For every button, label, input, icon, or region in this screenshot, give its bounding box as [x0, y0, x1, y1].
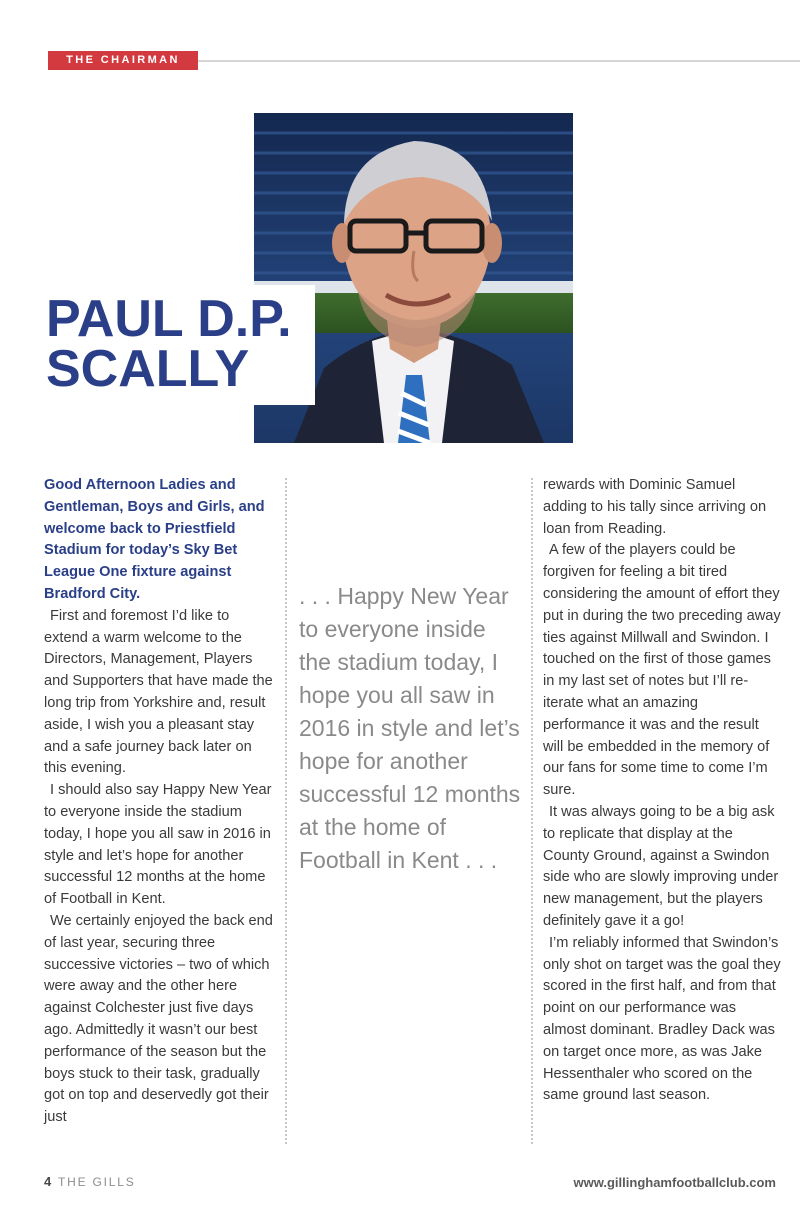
article-paragraph: It was always going to be a big ask to replicate that display at the County Ground, against a Swindon side who are slowly improving under new management, but the players definitely gave it a go!	[543, 803, 779, 929]
article-column-right	[543, 475, 783, 1107]
pull-quote: . . . Happy New Year to everyone inside the stadium today, I hope you all saw in 2016 in style and let’s hope for another successful 12 months at the home of Football in Kent . . .	[299, 583, 521, 873]
article-paragraph-continued: rewards with Dominic Samuel adding to his tally since arriving on loan from Reading.	[543, 477, 767, 537]
article-paragraph: I should also say Happy New Year to everyone inside the stadium today, I hope you all saw in 2016 in style and let’s hope for another successful 12 months at the home of Football in Kent.	[44, 782, 272, 908]
website-url: www.gillinghamfootballclub.com	[573, 1175, 776, 1190]
column-divider	[531, 478, 533, 1144]
article-paragraph: First and foremost I’d like to extend a warm welcome to the Directors, Management, Players and Supporters that have made the long trip from Yorkshire and, result aside, I wish you a pleasant stay and a safe journey back later on this evening.	[44, 607, 273, 777]
column-divider	[285, 478, 287, 1144]
article-paragraph: I’m reliably informed that Swindon’s only shot on target was the goal they scored in the first half, and from that point on our performance was almost dominant. Bradley Dack was on target once more, as was Jake Hessenthaler who scored on the same ground last season.	[543, 934, 781, 1104]
name-panel	[22, 285, 315, 405]
chairman-name-line-2: SCALLY	[46, 340, 250, 398]
page-number: 4	[44, 1174, 52, 1189]
article-paragraph: We certainly enjoyed the back end of last year, securing three successive victories – two of which were away and the other here against Colchester just five days ago. Admittedly it wasn’t our best performance of the season but the boys stuck to their task, gradually got on top and deservedly got their just	[44, 912, 273, 1126]
section-label: THE CHAIRMAN	[48, 51, 198, 70]
article-column-left	[44, 475, 276, 1129]
article-intro: Good Afternoon Ladies and Gentleman, Boys and Girls, and welcome back to Priestfield Stadium for today’s Sky Bet League One fixture against Bradford City.	[44, 477, 265, 602]
chairman-name-line-1: PAUL D.P.	[46, 290, 292, 348]
article-paragraph: A few of the players could be forgiven for feeling a bit tired considering the amount of effort they put in during the two preceding away ties against Millwall and Swindon. I touched on the first of those games in my last set of notes but I’ll re-iterate what an amazing performance it was and the result will be embedded in the memory of our fans for some time to come I’m sure.	[543, 542, 781, 799]
publication-title: THE GILLS	[58, 1175, 136, 1189]
header-divider	[198, 60, 800, 62]
